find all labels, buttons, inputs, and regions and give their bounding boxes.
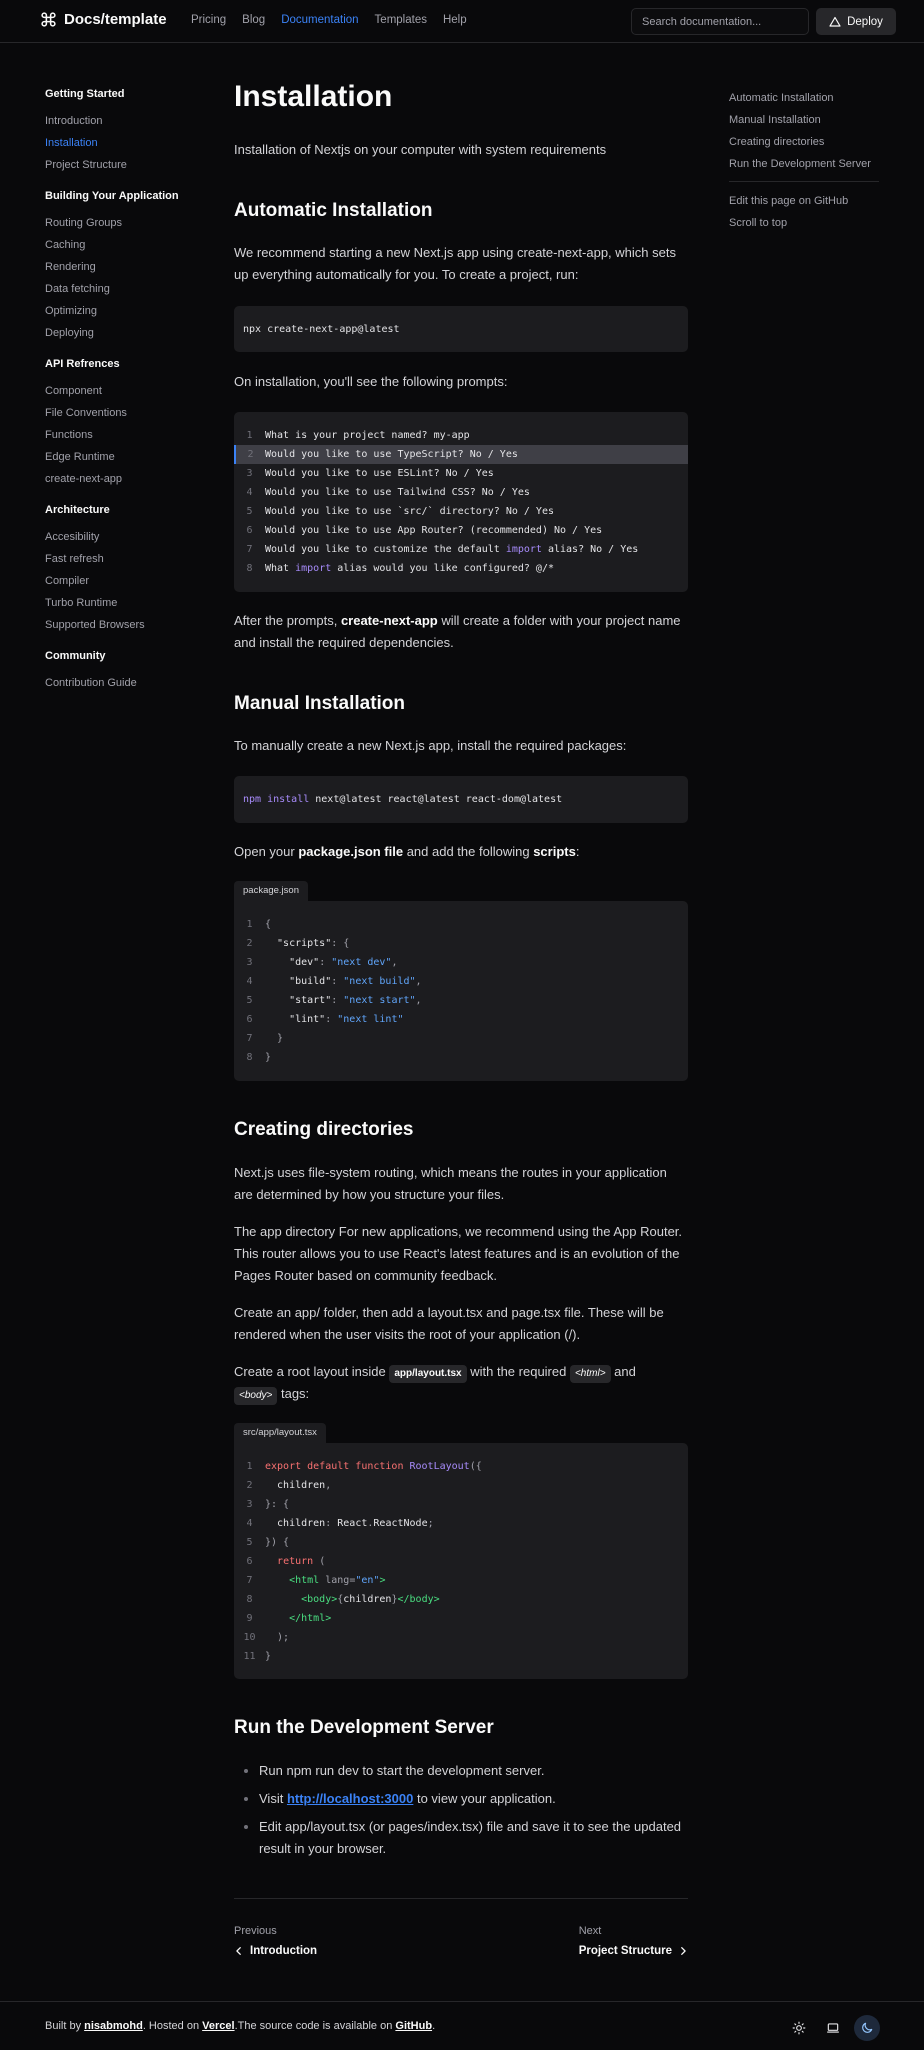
npm-install-code-block xyxy=(234,776,688,823)
line-number: 11 xyxy=(243,1651,256,1662)
sidebar-item-rendering[interactable]: Rendering xyxy=(45,261,96,273)
toc-item-run-dev-server[interactable]: Run the Development Server xyxy=(729,158,871,170)
file-tab-package-json[interactable]: package.json xyxy=(234,881,308,901)
sidebar-item-caching[interactable]: Caching xyxy=(45,239,86,251)
sidebar-item-create-next-app[interactable]: create-next-app xyxy=(45,473,123,485)
dark-theme-button[interactable] xyxy=(854,2015,880,2041)
previous-title: Introduction xyxy=(250,1945,318,1957)
code-line: 6 return ( xyxy=(234,1552,688,1571)
bold-text: create-next-app xyxy=(340,613,438,628)
line-number: 9 xyxy=(246,1613,253,1624)
line-number: 5 xyxy=(246,995,253,1006)
text-span: After the prompts, xyxy=(234,613,341,628)
line-number: 6 xyxy=(246,525,253,536)
line-number: 8 xyxy=(246,1594,253,1605)
code-line: 8 } xyxy=(234,1048,688,1067)
code-line: 5 "start": "next start", xyxy=(234,991,688,1010)
text-span: Open your xyxy=(234,844,299,859)
code-line: 4 children: React.ReactNode; xyxy=(234,1514,688,1533)
brand-name: Docs/template xyxy=(64,11,167,28)
nav-documentation[interactable]: Documentation xyxy=(281,14,359,26)
manual-intro-text: To manually create a new Next.js app, install the required packages: xyxy=(234,738,627,753)
brand-logo[interactable] xyxy=(40,11,167,28)
scroll-to-top-link[interactable]: Scroll to top xyxy=(729,217,788,229)
code-line: npx create-next-app@latest xyxy=(243,324,400,335)
code-line xyxy=(234,426,688,445)
code-line: 11 } xyxy=(234,1647,688,1666)
line-number: 2 xyxy=(246,1480,253,1491)
code-text: Would you like to use TypeScript? No / Yes xyxy=(265,449,518,460)
code-line: 8 <body>{children}</body> xyxy=(234,1590,688,1609)
main-nav xyxy=(191,14,467,26)
sidebar-item-compiler[interactable]: Compiler xyxy=(45,575,90,587)
sidebar-item-turbo-runtime[interactable]: Turbo Runtime xyxy=(45,597,118,609)
next-title-row xyxy=(579,1945,688,1957)
package-json-code-block xyxy=(234,901,688,1081)
text-span: Create a root layout inside xyxy=(234,1364,390,1379)
previous-page-link[interactable] xyxy=(234,1925,317,1957)
previous-title-row xyxy=(234,1945,317,1957)
dirs-paragraph-3: Create an app/ folder, then add a layout.tsx and page.tsx file. These will be rendered when the user visits the root of your application (/). xyxy=(234,1305,664,1342)
sidebar-group-title: API Refrences xyxy=(45,358,120,370)
text-span: and add the following xyxy=(403,844,534,859)
code-text: Would you like to use Tailwind CSS? No / Yes xyxy=(265,487,530,498)
code-line: 5 }) { xyxy=(234,1533,688,1552)
code-text: Would you like to use `src/` directory? No / Yes xyxy=(265,506,554,517)
toc-item-manual-installation[interactable]: Manual Installation xyxy=(729,114,821,126)
sidebar-item-accesibility[interactable]: Accesibility xyxy=(45,531,100,543)
code-line xyxy=(234,521,688,540)
sidebar-item-installation[interactable]: Installation xyxy=(45,137,98,149)
line-number: 10 xyxy=(243,1632,256,1643)
dirs-paragraph-2: The app directory For new applications, we recommend using the App Router. This router allows you to use React's latest features and is an evolution of the Pages Router based on community feedback. xyxy=(234,1224,683,1283)
sidebar-item-contribution-guide[interactable]: Contribution Guide xyxy=(45,677,137,689)
text-span: with the required xyxy=(466,1364,570,1379)
search-input[interactable] xyxy=(631,8,809,35)
code-line xyxy=(234,559,688,578)
code-token: npm xyxy=(243,794,262,805)
code-line: 4 "build": "next build", xyxy=(234,972,688,991)
heading-automatic-installation: Automatic Installation xyxy=(234,200,433,221)
line-number: 1 xyxy=(246,1461,253,1472)
code-line: 3 }: { xyxy=(234,1495,688,1514)
page-navigation xyxy=(234,1925,688,1965)
sidebar-group-title: Community xyxy=(45,650,106,662)
toc-item-automatic-installation[interactable]: Automatic Installation xyxy=(729,92,834,104)
toc-divider xyxy=(729,181,879,182)
text-span: .The source code is available on xyxy=(234,2020,396,2032)
sun-icon xyxy=(792,2021,806,2035)
code-text: Would you like to use App Router? (recommended) No / Yes xyxy=(265,525,603,536)
line-number: 7 xyxy=(246,544,253,555)
bold-text: package.json file xyxy=(298,844,404,859)
code-line xyxy=(234,483,688,502)
text-span: Visit xyxy=(259,1791,287,1806)
triangle-icon xyxy=(829,16,841,28)
top-navbar xyxy=(0,0,924,43)
text-span: : xyxy=(575,844,580,859)
line-number: 8 xyxy=(246,563,253,574)
toc-item-creating-directories[interactable]: Creating directories xyxy=(729,136,825,148)
sidebar-item-project-structure[interactable]: Project Structure xyxy=(45,159,127,171)
dirs-paragraph-4 xyxy=(234,1361,688,1405)
sidebar-group-title: Building Your Application xyxy=(45,190,179,202)
light-theme-button[interactable] xyxy=(786,2015,812,2041)
inline-code: app/layout.tsx xyxy=(389,1365,466,1383)
localhost-link[interactable]: http://localhost:3000 xyxy=(286,1791,414,1806)
code-line: 1 export default function RootLayout({ xyxy=(234,1457,688,1476)
after-prompts-text xyxy=(234,610,688,654)
code-keyword: import xyxy=(295,563,332,574)
line-number: 2 xyxy=(247,449,254,460)
text-span: to view your application. xyxy=(413,1791,556,1806)
code-line xyxy=(234,790,688,809)
layout-tsx-code-block xyxy=(234,1443,688,1679)
line-number: 3 xyxy=(246,1499,253,1510)
author-link[interactable]: nisabmohd xyxy=(84,2020,143,2032)
list-item: Edit app/layout.tsx (or pages/index.tsx) file and save it to see the updated result in your browser. xyxy=(234,1816,688,1860)
inline-code: <body> xyxy=(234,1387,277,1405)
sidebar-item-functions[interactable]: Functions xyxy=(45,429,93,441)
line-number: 6 xyxy=(246,1556,253,1567)
sidebar-item-routing-groups[interactable]: Routing Groups xyxy=(45,217,123,229)
code-line: 7 } xyxy=(234,1029,688,1048)
site-footer xyxy=(0,2001,924,2050)
sidebar-item-deploying[interactable]: Deploying xyxy=(45,327,94,339)
code-line: 3 "dev": "next dev", xyxy=(234,953,688,972)
code-line xyxy=(234,540,688,559)
command-icon xyxy=(40,11,57,28)
code-line: 6 "lint": "next lint" xyxy=(234,1010,688,1029)
code-line-highlighted xyxy=(234,445,688,464)
sidebar-group xyxy=(45,358,205,490)
dev-server-list xyxy=(234,1760,688,1866)
code-text: Would you like to use ESLint? No / Yes xyxy=(265,468,494,479)
code-text: What is your project named? my-app xyxy=(265,430,470,441)
code-keyword: import xyxy=(505,544,542,555)
page-title: Installation xyxy=(234,80,393,113)
list-item xyxy=(234,1788,688,1810)
bold-text: scripts xyxy=(533,844,576,859)
content-divider xyxy=(234,1898,688,1899)
github-link[interactable]: GitHub xyxy=(395,2020,433,2032)
code-line: 1 { xyxy=(234,915,688,934)
line-number: 2 xyxy=(246,938,253,949)
prompts-intro-text: On installation, you'll see the following prompts: xyxy=(234,374,508,389)
list-item: Run npm run dev to start the development server. xyxy=(234,1760,688,1782)
code-token: next@latest react@latest react-dom@latest xyxy=(309,794,563,805)
heading-run-dev-server: Run the Development Server xyxy=(234,1717,494,1738)
next-title: Project Structure xyxy=(578,1945,672,1957)
sidebar-item-data-fetching[interactable]: Data fetching xyxy=(45,283,110,295)
text-span: Built by xyxy=(45,2020,85,2032)
code-line: 2 children, xyxy=(234,1476,688,1495)
text-span: . Hosted on xyxy=(142,2020,203,2032)
line-number: 3 xyxy=(246,468,253,479)
deploy-button[interactable] xyxy=(816,8,896,35)
vercel-link[interactable]: Vercel xyxy=(202,2020,235,2032)
code-text: Would you like to customize the default import alias? No / Yes xyxy=(265,544,639,555)
line-number: 5 xyxy=(246,506,253,517)
sidebar-item-introduction[interactable]: Introduction xyxy=(45,115,103,127)
previous-label: Previous xyxy=(234,1925,277,1937)
line-number: 1 xyxy=(246,919,253,930)
line-number: 4 xyxy=(246,1518,253,1529)
code-token: install xyxy=(267,794,310,805)
moon-icon xyxy=(860,2021,874,2035)
chevron-right-icon xyxy=(678,1946,688,1956)
heading-creating-directories: Creating directories xyxy=(234,1119,414,1140)
nav-templates[interactable]: Templates xyxy=(374,14,427,26)
text-span: and xyxy=(610,1364,636,1379)
footer-credits xyxy=(45,2020,435,2032)
sidebar-item-edge-runtime[interactable]: Edge Runtime xyxy=(45,451,115,463)
chevron-left-icon xyxy=(234,1946,244,1956)
line-number: 8 xyxy=(246,1052,253,1063)
code-text: What import alias would you like configured? @/* xyxy=(265,563,554,574)
laptop-icon xyxy=(826,2021,840,2035)
code-line: 10 ); xyxy=(234,1628,688,1647)
sidebar-item-file-conventions[interactable]: File Conventions xyxy=(45,407,127,419)
prompts-code-block xyxy=(234,412,688,592)
nav-blog[interactable]: Blog xyxy=(242,14,266,26)
line-number: 4 xyxy=(246,976,253,987)
heading-manual-installation: Manual Installation xyxy=(234,693,406,714)
table-of-contents xyxy=(729,87,879,234)
line-number: 6 xyxy=(246,1014,253,1025)
line-number: 7 xyxy=(246,1575,253,1586)
text-span: . xyxy=(432,2020,436,2032)
line-number: 4 xyxy=(246,487,253,498)
nav-help[interactable]: Help xyxy=(442,14,467,26)
command-code-block xyxy=(234,306,688,352)
code-line: 7 <html lang="en"> xyxy=(234,1571,688,1590)
sidebar-group xyxy=(45,190,205,344)
code-line: 9 </html> xyxy=(234,1609,688,1628)
dirs-paragraph-1: Next.js uses file-system routing, which means the routes in your application are determined by how you structure your files. xyxy=(234,1165,667,1202)
code-line xyxy=(234,502,688,521)
page-subtitle: Installation of Nextjs on your computer with system requirements xyxy=(234,142,607,157)
sidebar-item-fast-refresh[interactable]: Fast refresh xyxy=(45,553,104,565)
line-number: 5 xyxy=(246,1537,253,1548)
theme-switcher xyxy=(786,2015,880,2041)
open-package-json-text xyxy=(234,841,688,863)
nav-pricing[interactable]: Pricing xyxy=(191,14,227,26)
sidebar-item-component[interactable]: Component xyxy=(45,385,102,397)
next-label: Next xyxy=(578,1925,602,1937)
sidebar-group-title: Architecture xyxy=(45,504,110,516)
code-line: 2 "scripts": { xyxy=(234,934,688,953)
text-span: tags: xyxy=(277,1386,310,1401)
system-theme-button[interactable] xyxy=(820,2015,846,2041)
edit-on-github-link[interactable]: Edit this page on GitHub xyxy=(729,195,849,207)
docs-sidebar xyxy=(45,88,205,708)
sidebar-item-supported-browsers[interactable]: Supported Browsers xyxy=(45,619,145,631)
sidebar-group xyxy=(45,504,205,636)
inline-code: <html> xyxy=(570,1365,611,1383)
auto-intro-text: We recommend starting a new Next.js app using create-next-app, which sets up everything automatically for you. To create a project, run: xyxy=(234,245,676,282)
sidebar-group xyxy=(45,88,205,176)
file-tab-layout-tsx[interactable]: src/app/layout.tsx xyxy=(234,1423,326,1443)
text-span: will create a folder with your project name and install the required dependencies. xyxy=(234,613,681,650)
deploy-label: Deploy xyxy=(847,15,883,28)
line-number: 7 xyxy=(246,1033,253,1044)
line-number: 1 xyxy=(246,430,253,441)
code-line xyxy=(234,464,688,483)
sidebar-item-optimizing[interactable]: Optimizing xyxy=(45,305,97,317)
sidebar-group xyxy=(45,650,205,694)
line-number: 3 xyxy=(246,957,253,968)
sidebar-group-title: Getting Started xyxy=(45,88,125,100)
next-page-link[interactable] xyxy=(579,1925,688,1957)
